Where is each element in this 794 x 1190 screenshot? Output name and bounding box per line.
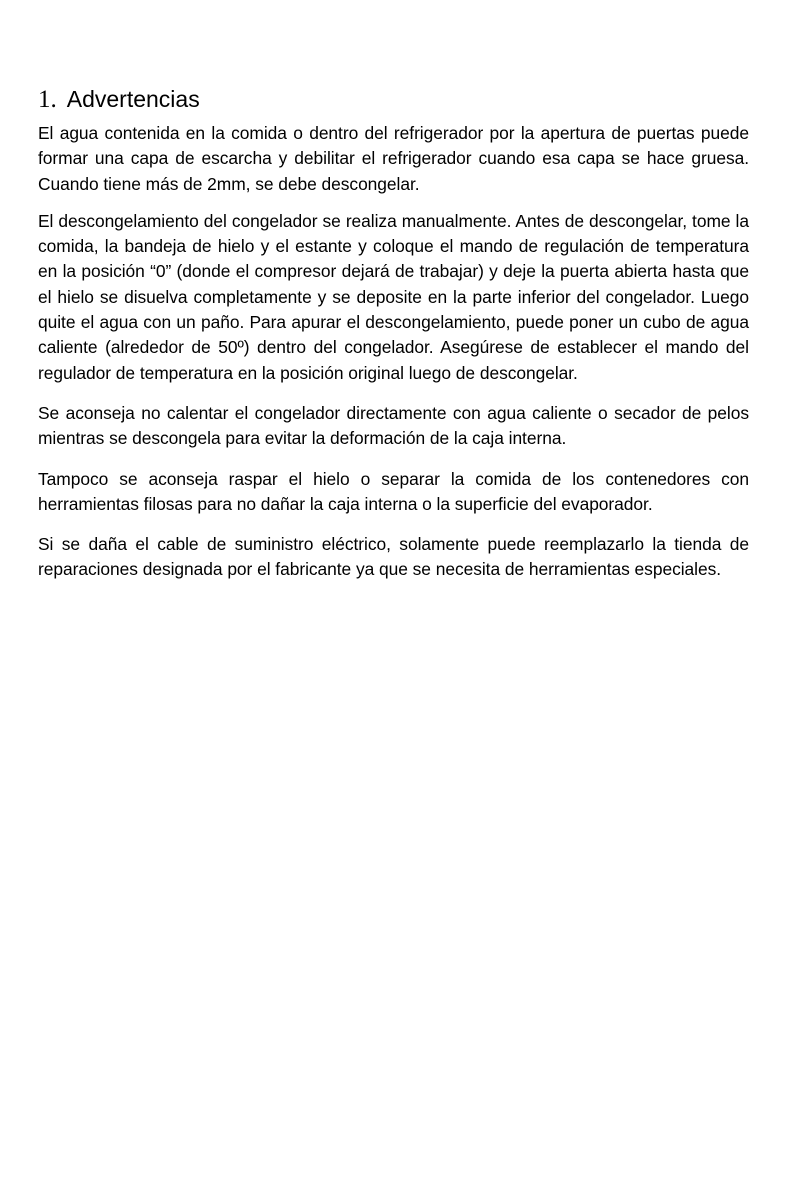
section-number: 1.: [38, 86, 57, 113]
paragraph-frost-buildup: El agua contenida en la comida o dentro del refrigerador por la apertura de puertas puede formar una capa de escarcha y debilitar el refrigerador cuando esa capa se hace gruesa. Cuando tiene más de 2mm, se debe descongelar.: [38, 123, 749, 194]
paragraph-defrost-procedure: El descongelamiento del congelador se realiza manualmente. Antes de descongelar, tome la comida, la bandeja de hielo y el estante y coloque el mando de regulación de temperatura en la posición “0” (donde el compresor dejará de trabajar) y deje la puerta abierta hasta que el hielo se disuelva completamente y se deposite en la parte inferior del congelador. Luego quite el agua con un paño. Para apurar el descongelamiento, puede poner un cubo de agua caliente (alrededor de 50º) dentro del congelador. Asegúrese de establecer el mando del regulador de temperatura en la posición original luego de descongelar.: [38, 210, 749, 383]
paragraph-no-heating: Se aconseja no calentar el congelador directamente con agua caliente o secador de pelos mientras se descongela para evitar la deformación de la caja interna.: [38, 402, 749, 449]
section-heading: [38, 84, 749, 115]
document-page: [38, 84, 749, 595]
paragraph-no-sharp-tools: Tampoco se aconseja raspar el hielo o separar la comida de los contenedores con herramientas filosas para no dañar la caja interna o la superficie del evaporador.: [38, 468, 749, 514]
paragraph-power-cable: Si se daña el cable de suministro eléctrico, solamente puede reemplazarlo la tienda de reparaciones designada por el fabricante ya que se necesita de herramientas especiales.: [38, 534, 749, 580]
section-title: Advertencias: [66, 86, 200, 112]
